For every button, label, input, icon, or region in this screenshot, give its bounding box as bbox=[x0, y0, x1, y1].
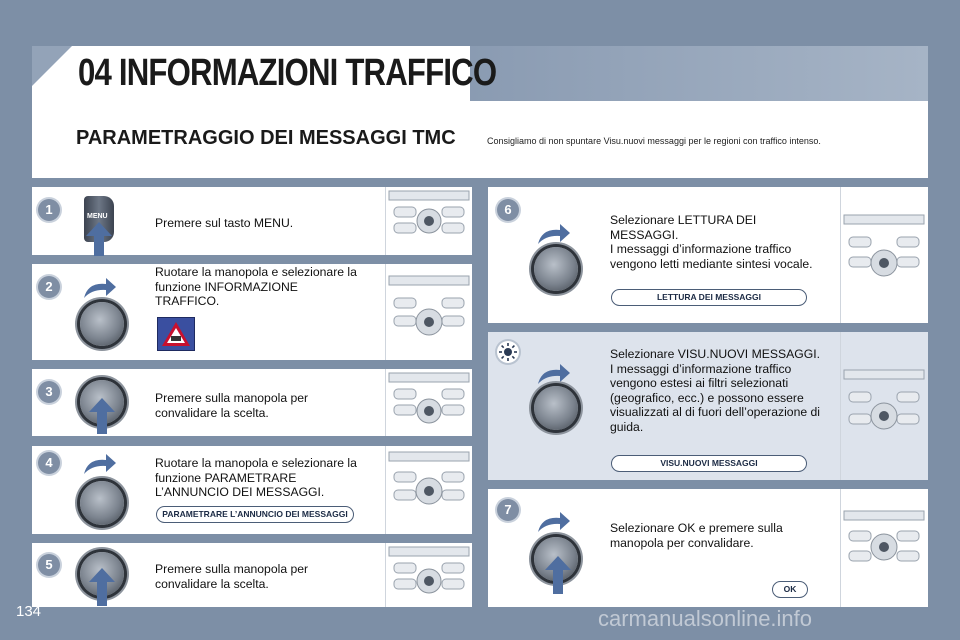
radio-device-illustration bbox=[385, 187, 472, 255]
header-map-background bbox=[470, 46, 928, 101]
watermark: carmanualsonline.info bbox=[598, 606, 813, 631]
traffic-info-icon bbox=[157, 317, 195, 351]
step-5-text: Premere sulla manopola per convalidare la scelta. bbox=[155, 562, 309, 591]
step-4-badge: 4 bbox=[38, 452, 60, 474]
press-arrow-icon bbox=[89, 398, 115, 434]
step-7-text: Selezionare OK e premere sulla manopola per convalidare. bbox=[610, 521, 783, 550]
tip-badge bbox=[497, 341, 519, 363]
page-number: 134 bbox=[16, 603, 42, 620]
rotate-arrow-icon bbox=[536, 362, 572, 386]
rotate-arrow-icon bbox=[536, 510, 572, 534]
tip-text: Selezionare VISU.NUOVI MESSAGGI. I messaggi d’informazione traffico vengono estesi ai filtri selezionati (geografico, ecc.) e possono essere visualizzati al di fuori dell’operazione di guida. bbox=[610, 347, 821, 434]
press-arrow-icon bbox=[86, 222, 112, 256]
radio-device-illustration bbox=[385, 264, 472, 360]
menu-option-pill: PARAMETRARE L’ANNUNCIO DEI MESSAGGI bbox=[156, 506, 354, 523]
step-2-badge: 2 bbox=[38, 276, 60, 298]
step-6-text: Selezionare LETTURA DEI MESSAGGI. I messaggi d’informazione traffico vengono letti mediante sintesi vocale. bbox=[610, 213, 813, 271]
step-1-text: Premere sul tasto MENU. bbox=[155, 216, 294, 230]
rotary-knob bbox=[80, 481, 124, 525]
radio-device-illustration bbox=[385, 446, 472, 534]
menu-option-pill: LETTURA DEI MESSAGGI bbox=[611, 289, 807, 306]
step-4-text: Ruotare la manopola e selezionare la funzione PARAMETRARE L’ANNUNCIO DEI MESSAGGI. bbox=[155, 456, 357, 499]
rotary-knob bbox=[534, 247, 578, 291]
press-arrow-icon bbox=[89, 568, 115, 606]
step-3-badge: 3 bbox=[38, 381, 60, 403]
ok-pill: OK bbox=[772, 581, 808, 598]
step-3-text: Premere sulla manopola per convalidare la scelta. bbox=[155, 391, 309, 420]
rotate-arrow-icon bbox=[536, 222, 572, 246]
radio-device-illustration bbox=[385, 369, 472, 436]
rotary-knob bbox=[80, 302, 124, 346]
rotary-knob bbox=[534, 386, 578, 430]
radio-device-illustration bbox=[840, 187, 927, 323]
rotate-arrow-icon bbox=[82, 276, 118, 300]
sun-icon bbox=[497, 341, 519, 363]
step-5-badge: 5 bbox=[38, 554, 60, 576]
step-7-badge: 7 bbox=[497, 499, 519, 521]
menu-button-label: MENU bbox=[87, 213, 108, 220]
section-subtitle: PARAMETRAGGIO DEI MESSAGGI TMC bbox=[76, 127, 456, 149]
rotate-arrow-icon bbox=[82, 452, 118, 476]
radio-device-illustration bbox=[385, 543, 472, 607]
menu-option-pill: VISU.NUOVI MESSAGGI bbox=[611, 455, 807, 472]
radio-device-illustration bbox=[840, 332, 927, 480]
press-arrow-icon bbox=[545, 556, 571, 594]
advice-note: Consigliamo di non spuntare Visu.nuovi messaggi per le regioni con traffico intenso. bbox=[487, 136, 821, 146]
step-6-badge: 6 bbox=[497, 199, 519, 221]
page-title: 04 INFORMAZIONI TRAFFICO bbox=[78, 52, 497, 94]
radio-device-illustration bbox=[840, 489, 927, 607]
step-1-badge: 1 bbox=[38, 199, 60, 221]
step-2-text: Ruotare la manopola e selezionare la funzione INFORMAZIONE TRAFFICO. bbox=[155, 265, 357, 308]
